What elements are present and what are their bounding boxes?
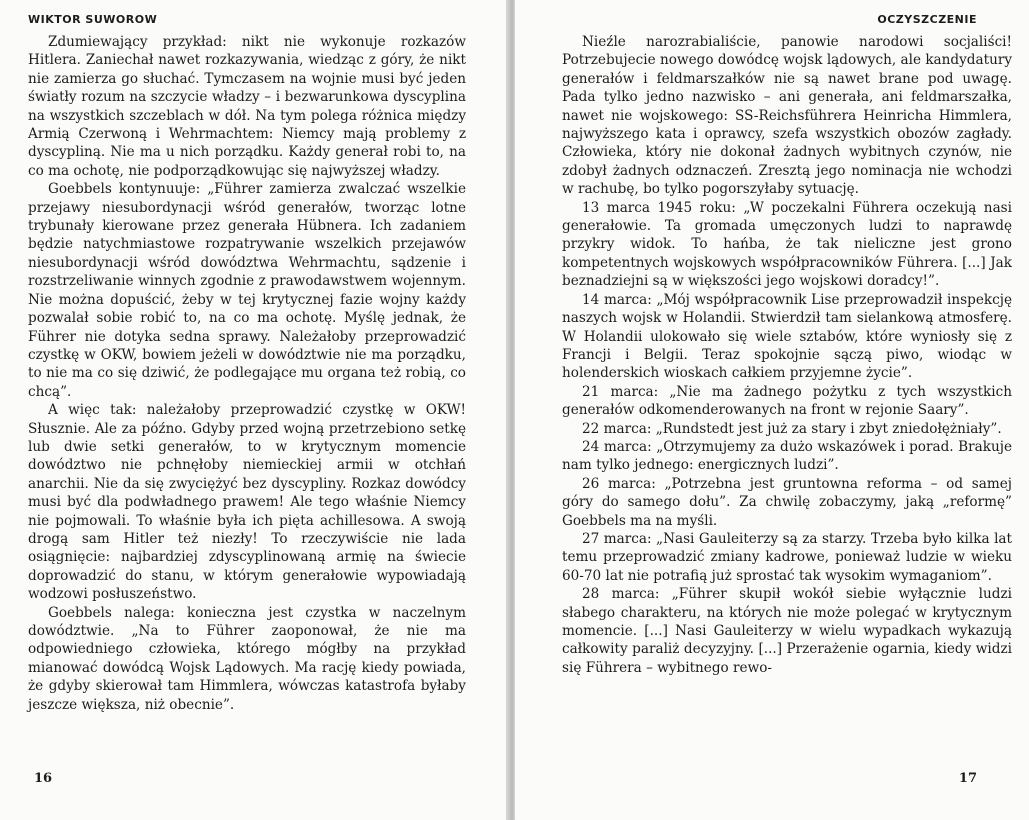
paragraph: 22 marca: „Rundstedt jest już za stary i zbyt zniedołężniały”. xyxy=(582,420,1002,437)
paragraph: Goebbels kontynuuje: „Führer zamierza zwalczać wszelkie przejawy niesubordynacji wśród generałów, tworząc lotne trybunały kierowane przez generała Hübnera. Ich zadaniem będzie natychmiastowe rozpatrywanie wszelkich przejawów niesubordynacji wśród dowództwa Wehrmachtu, sądzenie i rozstrzeliwanie winnych zgodnie z prawodawstwem wojennym. Nie można dopuścić, żeby w tej krytycznej fazie wojny każdy pozwalał sobie robić to, na co ma ochotę. Myślę jednak, że Führer nie dotyka sedna sprawy. Należałoby przeprowadzić czystkę w OKW, bowiem jeżeli w dowództwie nie ma porządku, to nie ma co się dziwić, że podlegające mu organa też robią, co chcą”. xyxy=(28,181,466,400)
page-number: 16 xyxy=(34,771,53,786)
paragraph: 26 marca: „Potrzebna jest gruntowna reforma – od samej góry do samego dołu”. Za chwilę zobaczymy, jaką „reformę” Goebbels ma na myśli. xyxy=(562,475,1012,529)
paragraph: 14 marca: „Mój współpracownik Lise przeprowadził inspekcję naszych wojsk w Holandii. Stwierdził tam sielankową atmosferę. W Holandii ulokowało się wiele sztabów, które wyniosły się z Francji i Belgii. Teraz spokojnie sączą piwo, wiodąc w holenderskich wioskach całkiem przyjemne życie”. xyxy=(562,291,1012,382)
paragraph: 27 marca: „Nasi Gauleiterzy są za starzy. Trzeba było kilka lat temu przeprowadzić zmiany kadrowe, ponieważ ludzie w wieku 60-70 lat nie potrafią już sprostać tak wysokim wymaganiom”. xyxy=(562,530,1012,584)
paragraph: Zdumiewający przykład: nikt nie wykonuje rozkazów Hitlera. Zaniechał nawet rozkazywania, wiedząc z góry, że nikt nie zamierza go słuchać. Tymczasem na wojnie musi być jeden światły rozum na szczycie władzy – i bezwarunkowa dyscyplina na wszystkich szczeblach w dół. Na tym polega różnica między Armią Czerwoną i Wehrmachtem: Niemcy mają problemy z dyscypliną. Nie ma u nich porządku. Każdy generał robi to, na co ma ochotę, nie podporządkowując się najwyższej władzy. xyxy=(28,34,466,179)
left-page xyxy=(0,0,510,820)
page-body xyxy=(28,33,466,714)
paragraph: Goebbels nalega: konieczna jest czystka w naczelnym dowództwie. „Na to Führer zaoponował, że nie ma odpowiedniego człowieka, którego mógłby na przykład mianować dowódcą Wojsk Lądowych. Ma rację kiedy powiada, że gdyby skierował tam Himmlera, wówczas katastrofa byłaby jeszcze większa, niż obecnie”. xyxy=(28,604,466,713)
page-body xyxy=(562,33,1012,677)
paragraph: 13 marca 1945 roku: „W poczekalni Führera oczekują nasi generałowie. Ta gromada umęczonych ludzi to naprawdę przykry widok. To hańba, że tak nieliczne jest grono kompetentnych wojskowych współpracowników Führera. [...] Jak beznadziejni są w większości jego wojskowi doradcy!”. xyxy=(562,199,1012,290)
paragraph: 28 marca: „Führer skupił wokół siebie wyłącznie ludzi słabego charakteru, na których nie może polegać w krytycznym momencie. [...] Nasi Gauleiterzy w wielu wypadkach wykazują całkowity paraliż decyzyjny. [...] Przerażenie ogarnia, kiedy widzi się Führera – wybitnego rewo- xyxy=(562,586,1012,676)
running-header: OCZYSZCZENIE xyxy=(877,13,977,26)
page-number: 17 xyxy=(958,771,977,786)
paragraph: 24 marca: „Otrzymujemy za dużo wskazówek i porad. Brakuje nam tylko jednego: energicznych ludzi”. xyxy=(562,438,1012,474)
right-page xyxy=(515,0,1029,820)
paragraph: 21 marca: „Nie ma żadnego pożytku z tych wszystkich generałów odkomenderowanych na front w rejonie Saary”. xyxy=(562,383,1012,419)
paragraph: Nieźle narozrabialiście, panowie narodowi socjaliści! Potrzebujecie nowego dowódcę wojsk lądowych, ale kandydatury generałów i feldmarszałków nie są nawet brane pod uwagę. Pada tylko jedno nazwisko – ani generała, ani feldmarszałka, nawet nie wojskowego: SS-Reichsführera Heinricha Himmlera, najwyższego kata i oprawcy, szefa wszystkich obozów zagłady. Człowieka, który nie dokonał żadnych wybitnych czynów, nie zdobył żadnych odznaczeń. Zresztą jego nominacja nie wchodzi w rachubę, bo tylko pogorszyłaby sytuację. xyxy=(562,34,1012,198)
paragraph: A więc tak: należałoby przeprowadzić czystkę w OKW! Słusznie. Ale za późno. Gdyby przed wojną przetrzebiono setkę lub dwie setki generałów, to w krytycznym momencie dowództwo nie pchnęłoby niemieckiej armii w otchłań anarchii. Nie da się zwyciężyć bez dyscypliny. Rozkaz dowódcy musi być dla podwładnego prawem! Ale tego właśnie Niemcy nie pojmowali. To właśnie była ich pięta achillesowa. A swoją drogą sam Hitler też niezły! To rzeczywiście nie lada osiągnięcie: najbardziej zdyscyplinowaną armię na świecie doprowadzić do stanu, w którym generałowie wypowiadają wodzowi posłuszeństwo. xyxy=(28,402,466,603)
running-header: WIKTOR SUWOROW xyxy=(28,13,158,26)
